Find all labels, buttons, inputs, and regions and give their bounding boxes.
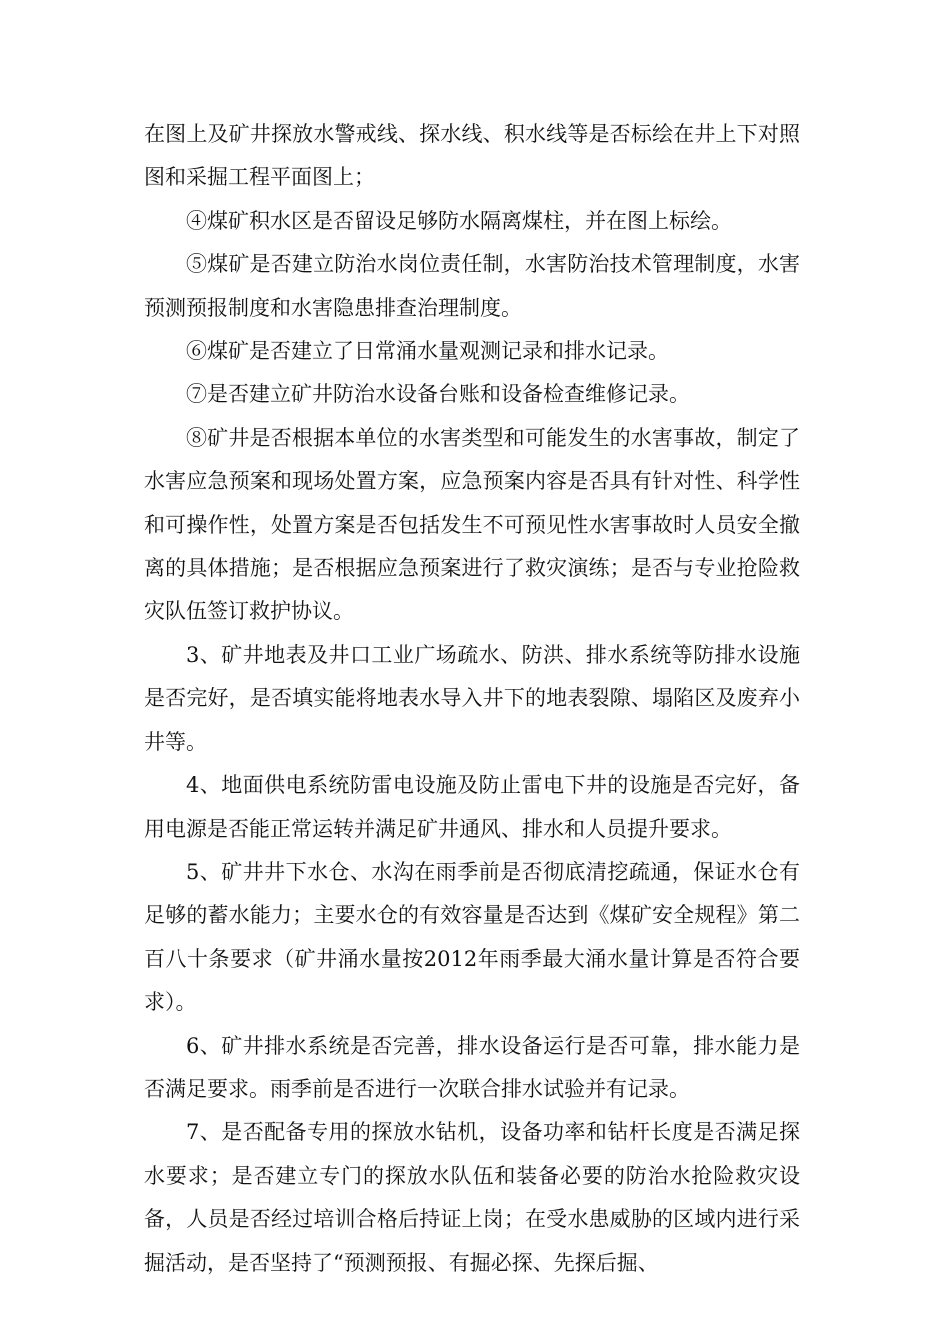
paragraph-section-7: 7、是否配备专用的探放水钻机，设备功率和钻杆长度是否满足探水要求；是否建立专门的探放水队伍和装备必要的防治水抢险救灾设备，人员是否经过培训合格后持证上岗；在受水患威胁的区域内进行采掘活动，是否坚持了“预测预报、有掘必探、先探后掘、 bbox=[144, 1120, 800, 1275]
paragraph-item-6: ⑥煤矿是否建立了日常涌水量观测记录和排水记录。 bbox=[186, 339, 669, 364]
paragraph-item-4: ④煤矿积水区是否留设足够防水隔离煤柱，并在图上标绘。 bbox=[186, 208, 732, 233]
paragraph-item-5: ⑤煤矿是否建立防治水岗位责任制，水害防治技术管理制度，水害预测预报制度和水害隐患排查治理制度。 bbox=[144, 252, 800, 320]
paragraph-section-3: 3、矿井地表及井口工业广场疏水、防洪、排水系统等防排水设施是否完好，是否填实能将地表水导入井下的地表裂隙、塌陷区及废弃小井等。 bbox=[144, 642, 800, 754]
document-body bbox=[144, 113, 800, 1285]
paragraph-section-4: 4、地面供电系统防雷电设施及防止雷电下井的设施是否完好，备用电源是否能正常运转并满足矿井通风、排水和人员提升要求。 bbox=[144, 773, 800, 841]
paragraph-continuation: 在图上及矿井探放水警戒线、探水线、积水线等是否标绘在井上下对照图和采掘工程平面图上； bbox=[144, 122, 800, 190]
paragraph-item-7: ⑦是否建立矿井防治水设备台账和设备检查维修记录。 bbox=[186, 382, 690, 407]
paragraph-section-5: 5、矿井井下水仓、水沟在雨季前是否彻底清挖疏通，保证水仓有足够的蓄水能力；主要水仓的有效容量是否达到《煤矿安全规程》第二百八十条要求（矿井涌水量按2012年雨季最大涌水量计算是否符合要求）。 bbox=[144, 859, 800, 1015]
paragraph-section-6: 6、矿井排水系统是否完善，排水设备运行是否可靠，排水能力是否满足要求。雨季前是否进行一次联合排水试验并有记录。 bbox=[144, 1033, 800, 1101]
paragraph-item-8: ⑧矿井是否根据本单位的水害类型和可能发生的水害事故，制定了水害应急预案和现场处置方案，应急预案内容是否具有针对性、科学性和可操作性，处置方案是否包括发生不可预见性水害事故时人员安全撤离的具体措施；是否根据应急预案进行了救灾演练；是否与专业抢险救灾队伍签订救护协议。 bbox=[144, 425, 800, 624]
